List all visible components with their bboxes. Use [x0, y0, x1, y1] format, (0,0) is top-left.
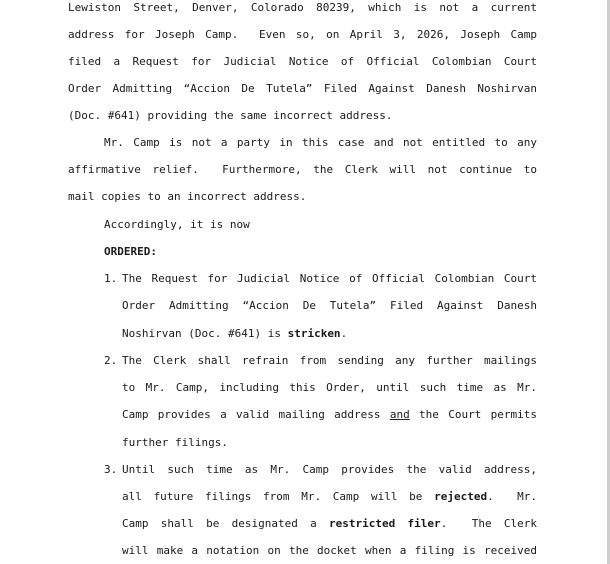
- paragraph-line: filed a Request for Judicial Notice of Official Colombian Court: [68, 55, 537, 68]
- paragraph-line: affirmative relief. Furthermore, the Clerk will not continue to: [68, 163, 537, 176]
- text-segment: Noshirvan (Doc. #641) is: [122, 327, 288, 340]
- list-item-number: 3.: [104, 463, 118, 476]
- list-item-line: [122, 326, 347, 342]
- list-item-line: further filings.: [122, 436, 228, 449]
- list-item-line: Order Admitting “Accion De Tutela” Filed Against Danesh: [122, 299, 537, 312]
- text-segment: . Mr.: [487, 490, 537, 503]
- list-item-line: The Request for Judicial Notice of Official Colombian Court: [122, 272, 537, 285]
- list-item-number: 1.: [104, 272, 118, 285]
- ordered-heading: ORDERED:: [104, 245, 157, 258]
- list-item-line: Until such time as Mr. Camp provides the valid address,: [122, 463, 537, 476]
- paragraph-line: address for Joseph Camp. Even so, on April 3, 2026, Joseph Camp: [68, 28, 537, 41]
- text-segment: Camp provides a valid mailing address: [122, 408, 390, 421]
- underlined-text: and: [389, 408, 410, 421]
- text-segment: the Court permits: [409, 408, 537, 421]
- text-segment: .: [340, 327, 348, 340]
- bold-text: rejected: [434, 490, 488, 503]
- list-item-line: will make a notation on the docket when a filing is received: [122, 544, 537, 557]
- list-item-line: [122, 516, 537, 532]
- paragraph-line: Mr. Camp is not a party in this case and not entitled to any: [104, 136, 537, 149]
- paragraph-line: Order Admitting “Accion De Tutela” Filed Against Danesh Noshirvan: [68, 82, 537, 95]
- list-item-number: 2.: [104, 354, 118, 367]
- text-segment: all future filings from Mr. Camp will be: [122, 490, 435, 503]
- list-item-line: to Mr. Camp, including this Order, until such time as Mr.: [122, 381, 537, 394]
- bold-text: restricted filer: [329, 517, 441, 530]
- bold-text: stricken: [287, 327, 341, 340]
- paragraph-line: mail copies to an incorrect address.: [68, 190, 307, 203]
- list-item-line: [122, 489, 537, 505]
- text-segment: Camp shall be designated a: [122, 517, 329, 530]
- list-item-line: [122, 407, 537, 423]
- text-segment: . The Clerk: [440, 517, 537, 530]
- paragraph-line: (Doc. #641) providing the same incorrect address.: [68, 109, 393, 122]
- list-item-line: The Clerk shall refrain from sending any further mailings: [122, 354, 537, 367]
- accordingly-text: Accordingly, it is now: [104, 218, 250, 231]
- paragraph-line: Lewiston Street, Denver, Colorado 80239, which is not a current: [68, 1, 537, 14]
